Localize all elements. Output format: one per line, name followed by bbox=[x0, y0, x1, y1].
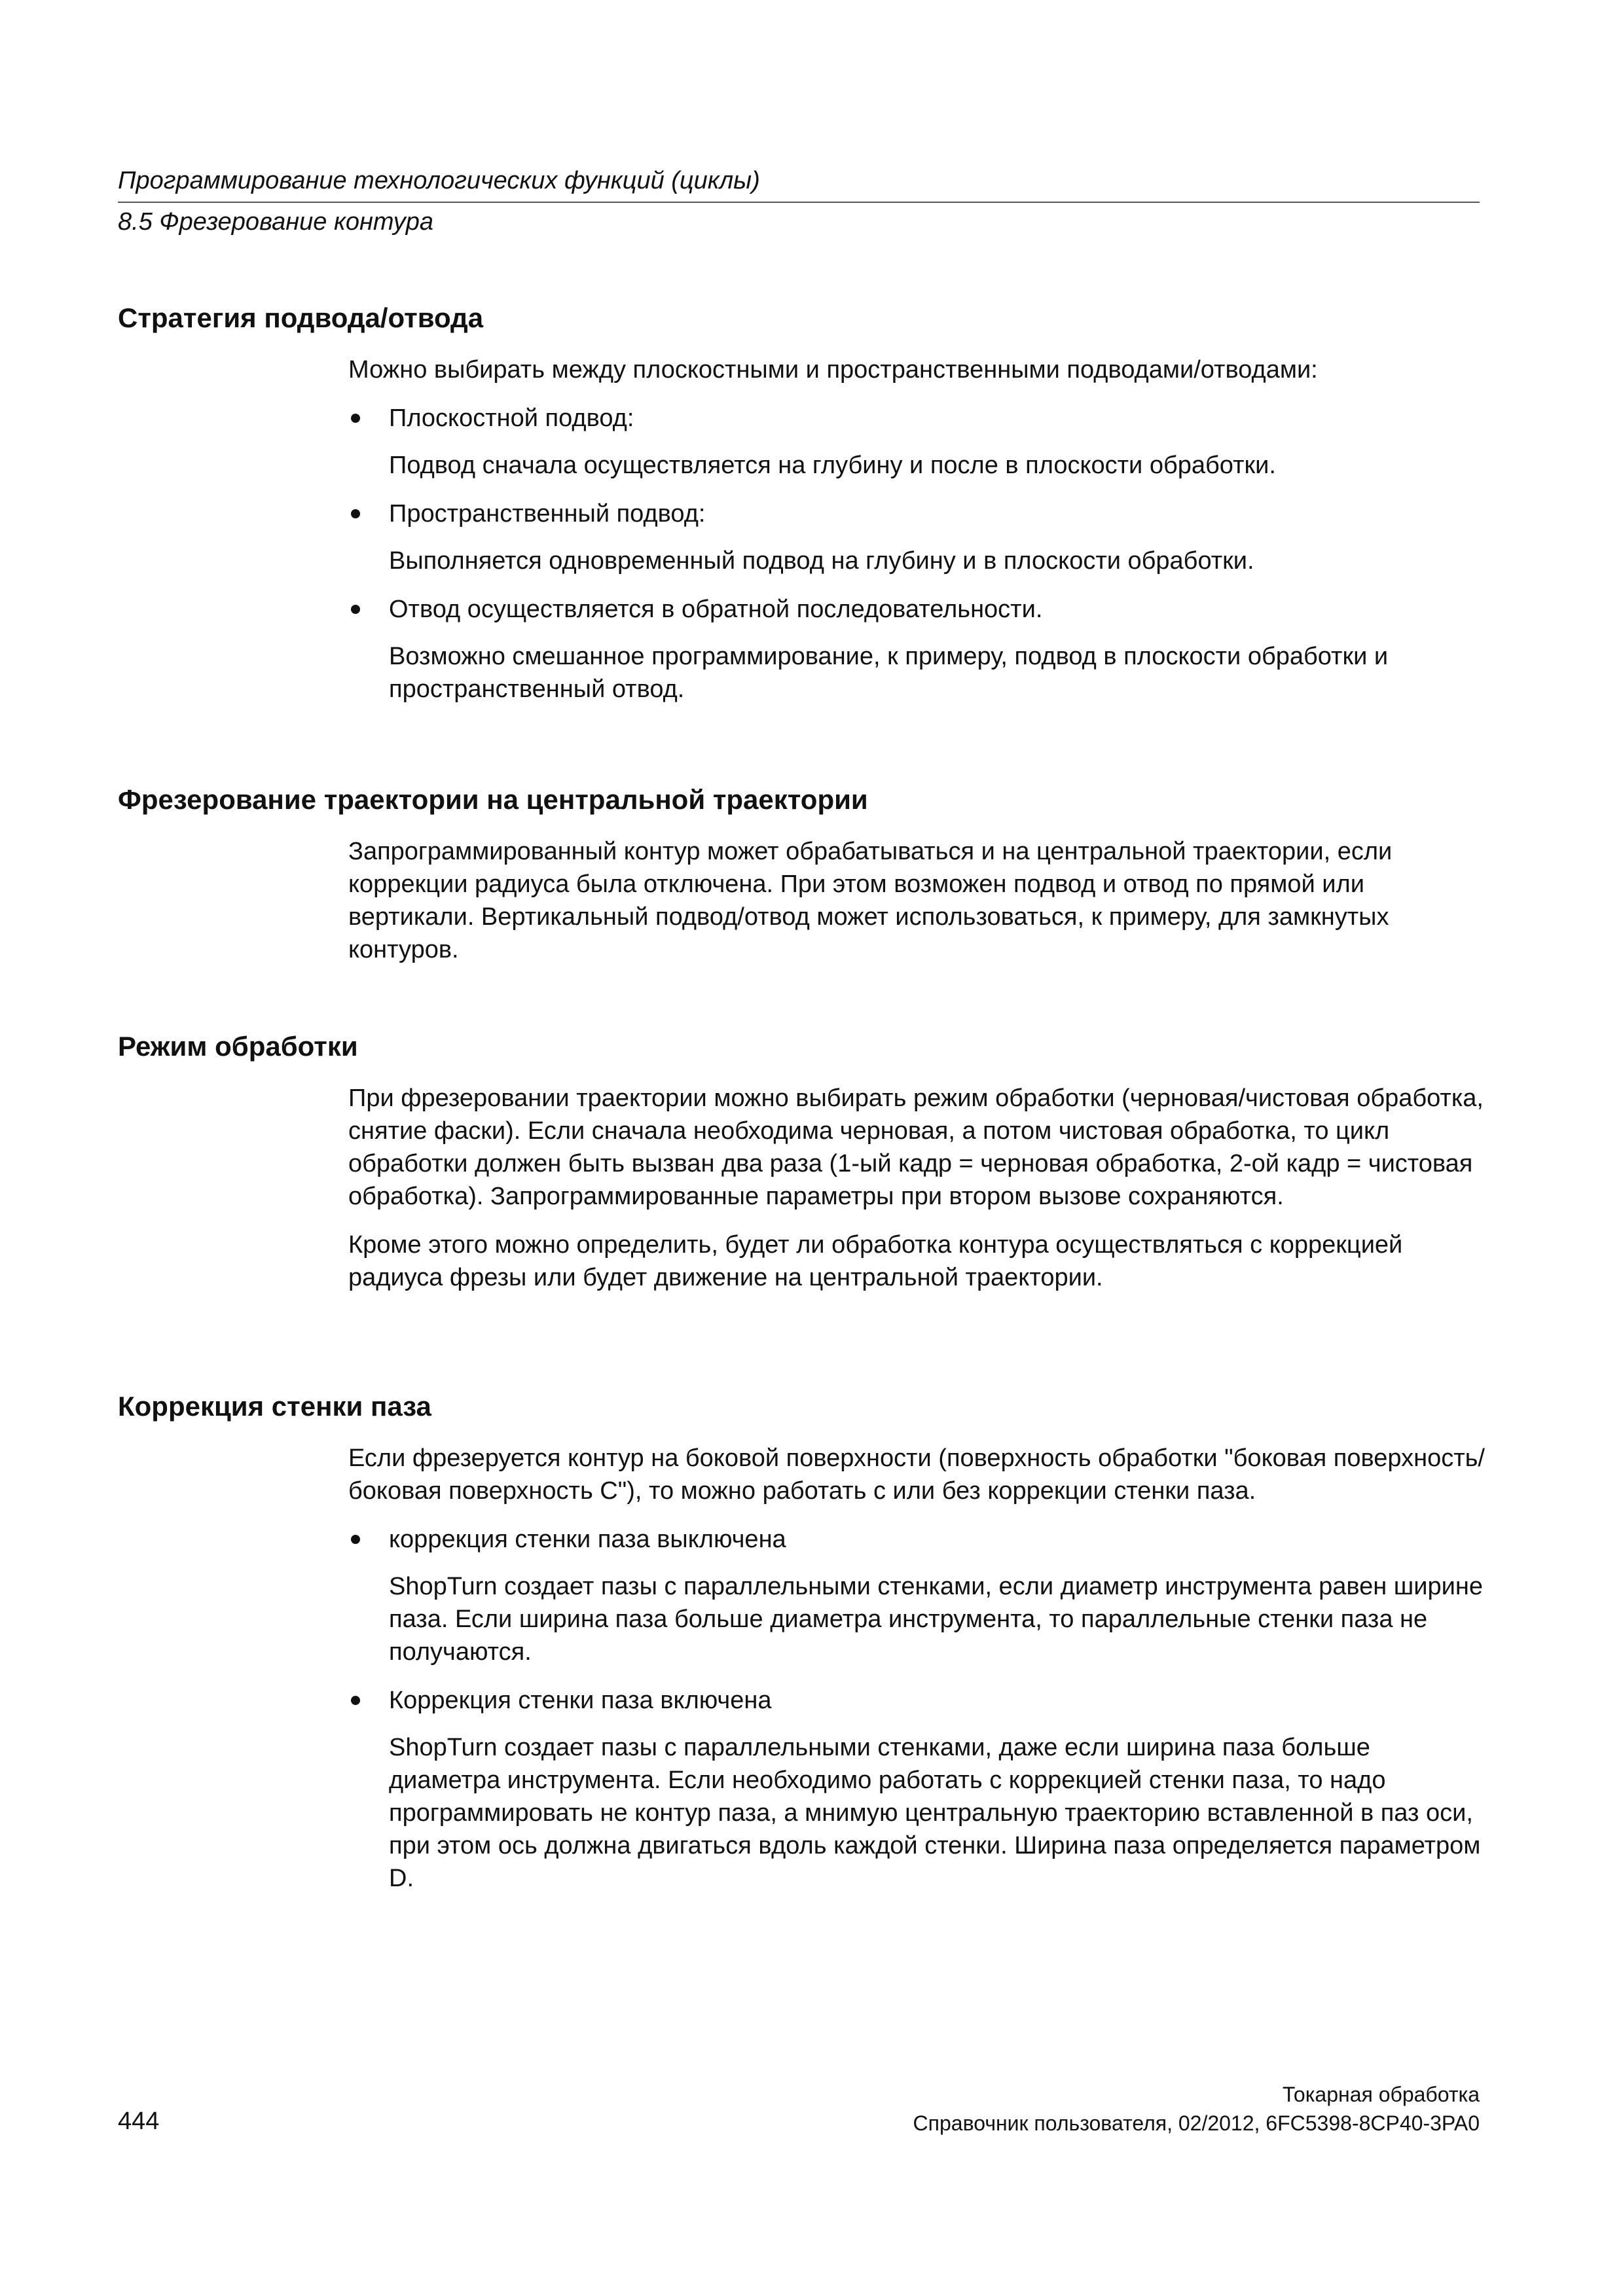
list-item-label: коррекция стенки паза выключена bbox=[389, 1526, 786, 1553]
list-item-text: Возможно смешанное программирование, к примеру, подвод в плоскости обработки и пространственный отвод. bbox=[389, 643, 1389, 703]
list-item-text: ShopTurn создает пазы с параллельными стенками, даже если ширина паза больше диаметра инструмента. Если необходимо работать с коррекцией стенки паза, то надо программировать не контур паза, а мнимую центральную траекторию вставленной в паз оси, при этом ось должна двигаться вдоль каждой стенки. Ширина паза определяется параметром D. bbox=[389, 1734, 1481, 1892]
list-item-label: Коррекция стенки паза включена bbox=[389, 1687, 772, 1714]
section-title-machining-mode: Режим обработки bbox=[118, 1031, 358, 1062]
list-item bbox=[348, 1523, 1487, 1556]
bullet-icon bbox=[351, 605, 360, 614]
paragraph: Можно выбирать между плоскостными и пространственными подводами/отводами: bbox=[348, 356, 1318, 384]
header-chapter: Программирование технологических функций (циклы) bbox=[118, 167, 760, 194]
list-item-label: Пространственный подвод: bbox=[389, 500, 706, 528]
section-body-machining-mode bbox=[348, 1082, 1487, 1310]
header-divider bbox=[118, 202, 1480, 203]
footer-title: Токарная обработка bbox=[1282, 2083, 1480, 2106]
section-title-center-path: Фрезерование траектории на центральной траектории bbox=[118, 784, 868, 815]
bullet-icon bbox=[351, 1696, 360, 1705]
list-item-label: Отвод осуществляется в обратной последовательности. bbox=[389, 596, 1043, 623]
section-body-slot-wall-compensation bbox=[348, 1442, 1487, 1910]
bullet-icon bbox=[351, 509, 360, 518]
paragraph: Если фрезеруется контур на боковой поверхности (поверхность обработки "боковая поверхность/боковая поверхность C"), то можно работать с или без коррекции стенки паза. bbox=[348, 1444, 1485, 1505]
bullet-icon bbox=[351, 1535, 360, 1544]
list-item-text: Подвод сначала осуществляется на глубину и после в плоскости обработки. bbox=[389, 452, 1276, 479]
footer-reference: Справочник пользователя, 02/2012, 6FC5398-8CP40-3PA0 bbox=[913, 2111, 1480, 2135]
list-item bbox=[348, 1684, 1487, 1717]
list-item-label: Плоскостной подвод: bbox=[389, 404, 634, 432]
paragraph: Кроме этого можно определить, будет ли обработка контура осуществляться с коррекцией радиуса фрезы или будет движение на центральной траектории. bbox=[348, 1231, 1403, 1291]
paragraph: Запрограммированный контур может обрабатываться и на центральной траектории, если коррекции радиуса была отключена. При этом возможен подвод и отвод по прямой или вертикали. Вертикальный подвод/отвод может использоваться, к примеру, для замкнутых контуров. bbox=[348, 838, 1393, 963]
page-number: 444 bbox=[118, 2108, 160, 2135]
list-item-text: Выполняется одновременный подвод на глубину и в плоскости обработки. bbox=[389, 547, 1254, 575]
section-body-approach-strategy bbox=[348, 353, 1487, 721]
section-body-center-path bbox=[348, 835, 1487, 982]
list-item bbox=[348, 497, 1487, 530]
list-item bbox=[348, 402, 1487, 435]
section-title-slot-wall-compensation: Коррекция стенки паза bbox=[118, 1391, 431, 1422]
header-section: 8.5 Фрезерование контура bbox=[118, 208, 434, 236]
list-item-text: ShopTurn создает пазы с параллельными стенками, если диаметр инструмента равен ширине паза. Если ширина паза больше диаметра инструмента, то параллельные стенки паза не получаются. bbox=[389, 1573, 1483, 1666]
section-title-approach-strategy: Стратегия подвода/отвода bbox=[118, 302, 484, 333]
paragraph: При фрезеровании траектории можно выбирать режим обработки (черновая/чистовая обработка, снятие фаски). Если сначала необходима черновая, а потом чистовая обработка, то цикл обработки должен быть вызван два раза (1-ый кадр = черновая обработка, 2-ой кадр = чистовая обработка). Запрограммированные параметры при втором вызове сохраняются. bbox=[348, 1085, 1484, 1210]
list-item bbox=[348, 593, 1487, 626]
bullet-icon bbox=[351, 414, 360, 423]
